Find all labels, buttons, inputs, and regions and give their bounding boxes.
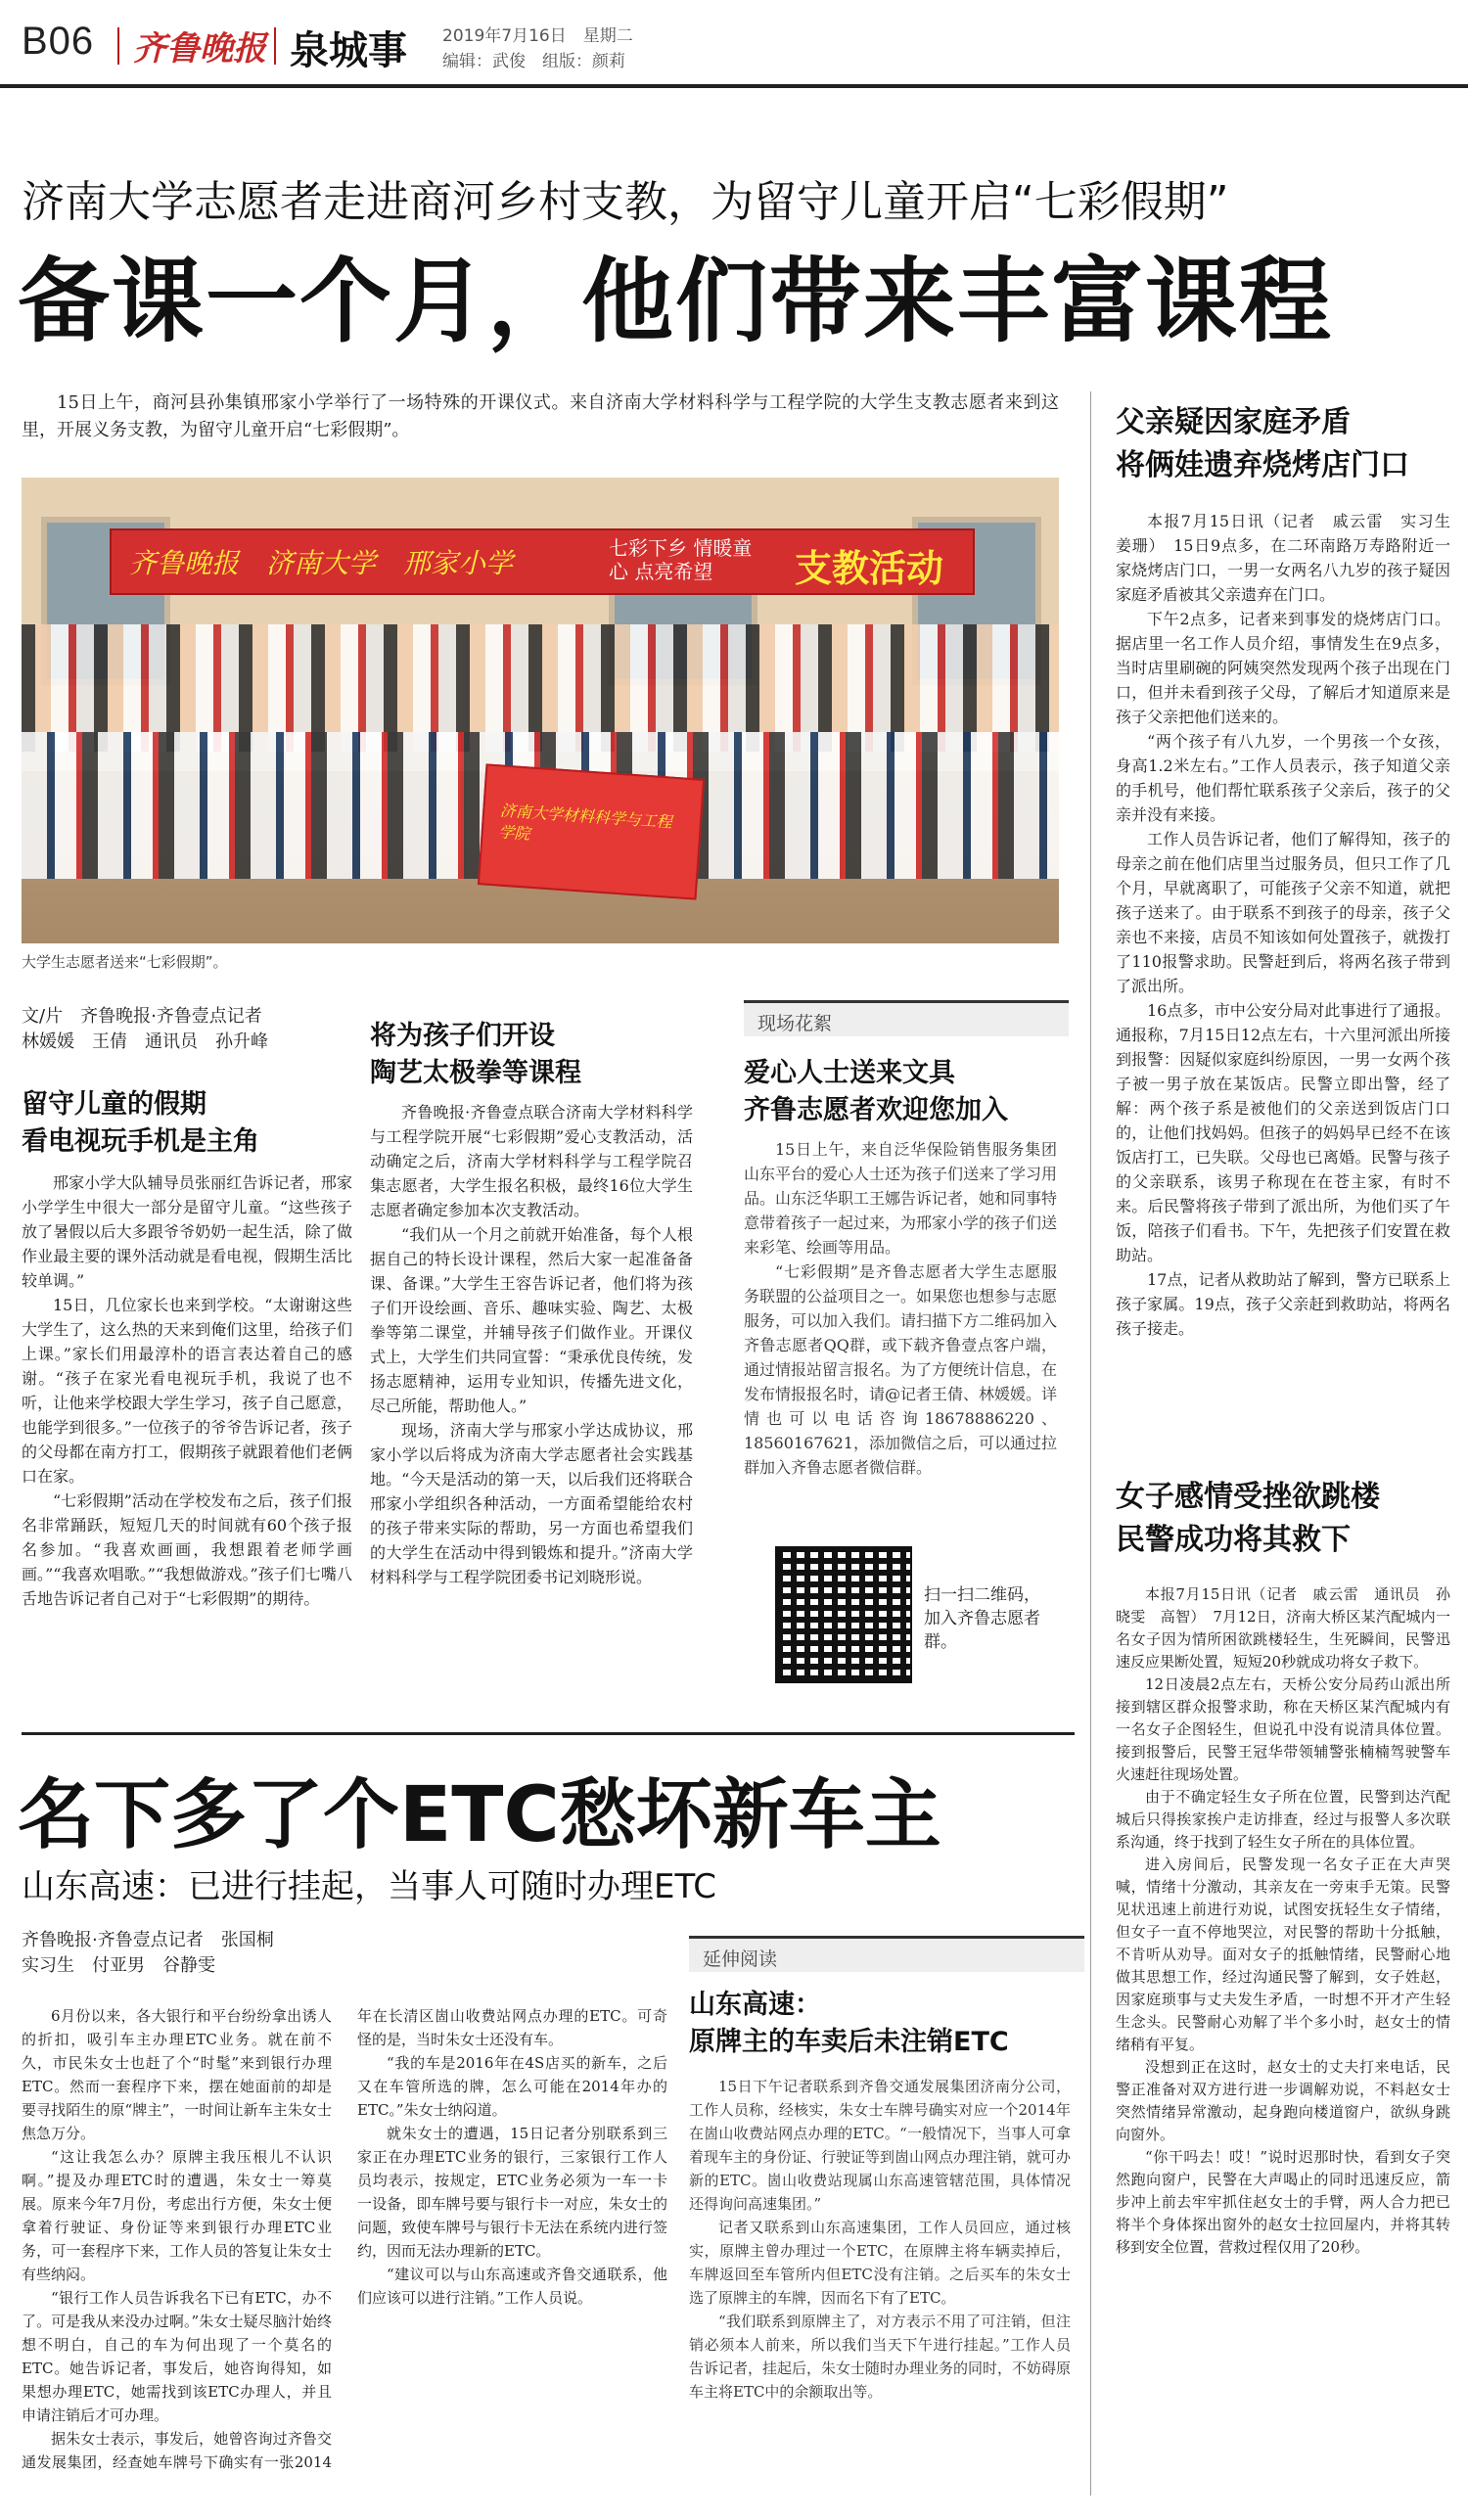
sidebar-para-2: “七彩假期”是齐鲁志愿者大学生志愿服务联盟的公益项目之一。如果您也想参与志愿服务，可以加入我们。请扫描下方二维码加入齐鲁志愿者QQ群，或下载齐鲁壹点客户端，通过情报站留言报名。为了方便统计信息，在发布情报报名时，请@记者王倩、林媛媛。详情也可以电话咨询18678886220、18560167621，添加微信之后，可以通过拉群加入齐鲁志愿者微信群。 (744, 1262, 1058, 1477)
etc-para-1: 6月份以来，各大银行和平台纷纷拿出诱人的折扣，吸引车主办理ETC业务。就在前不久，市民朱女士也赶了个“时髦”来到银行办理ETC。然而一套程序下来，摆在她面前的却是要寻找陌生的原“牌主”，一时间让新车主朱女士焦急万分。 (22, 2007, 332, 2142)
banner-left-text: 齐鲁晚报 济南大学 邢家小学 (129, 547, 514, 579)
lead-intro (22, 389, 1059, 444)
sidebar-body (744, 1137, 1057, 1480)
right2-title-line1: 女子感情受挫欲跳楼 (1116, 1480, 1380, 1514)
sub1-para-2: 15日，几位家长也来到学校。“太谢谢这些大学生了，这么热的天来到俺们这里，给孩子们上课。”家长们用最淳朴的语言表达着自己的感谢。“孩子在家光看电视玩手机，我说了也不听，让他来学校跟大学生学习，孩子自己愿意，也能学到很多。”一位孩子的爷爷告诉记者，孩子的父母都在南方打工，假期孩子就跟着他们老俩口在家。 (22, 1296, 352, 1486)
sub2-body (370, 1100, 693, 1589)
etc-para-7: “建议可以与山东高速或齐鲁交通联系，他们应该可以进行注销。”工作人员说。 (357, 2266, 667, 2307)
qr-note: 扫一扫二维码，加入齐鲁志愿者群。 (924, 1585, 1040, 1652)
masthead (0, 0, 1468, 78)
sub1-body (22, 1170, 352, 1611)
sub2-title-line2: 陶艺太极拳等课程 (370, 1058, 581, 1088)
right1-para-4: 工作人员告诉记者，他们了解得知，孩子的母亲之前在他们店里当过服务员，但只工作了几个月，早就离职了，可能孩子父亲不知道，就把孩子送来了。由于联系不到孩子的母亲，孩子父亲也不来接，店员不知该如何处置孩子，就拨打了110报警求助。民警赶到后，将两名孩子带到了派出所。 (1116, 830, 1450, 995)
right2-para-1: 本报7月15日讯（记者 戚云雷 通讯员 孙晓雯 高智） 7月12日，济南大桥区某汽配城内一名女子因为情所困欲跳楼轻生，生死瞬间，民警迅速反应果断处置，短短20秒就成功将女子救下。 (1116, 1585, 1450, 1671)
etc-para-4: 据朱女士表示，事发后，她曾咨询过齐鲁交通发展集团，经查她车牌号下确实有一张2014年在长清区崮山收费站网点办理的ETC。可奇怪的是，当时朱女士还没有车。 (22, 2007, 667, 2471)
etc-sidebar-para-1: 15日下午记者联系到齐鲁交通发展集团济南分公司，工作人员称，经核实，朱女士车牌号确实对应一个2014年在崮山收费站网点办理的ETC。“一般情况下，当事人可拿着现车主的身份证、行驶证等到崮山网点办理注销，就可办新的ETC。崮山收费站现属山东高速管辖范围，具体情况还得询问高速集团。” (689, 2078, 1072, 2213)
etc-para-5: “我的车是2016年在4S店买的新车，之后又在车管所选的牌，怎么可能在2014年办的ETC。”朱女士纳闷道。 (357, 2054, 667, 2119)
right1-para-1: 本报7月15日讯（记者 戚云雷 实习生 姜珊） 15日9点多，在二环南路万寿路附近一家烧烤店门口，一男一女两名八九岁的孩子疑因家庭矛盾被其父亲遗弃在门口。 (1116, 512, 1467, 604)
sidebar-tag-scene: 现场花絮 (744, 1000, 1069, 1036)
right1-para-5: 16点多，市中公安分局对此事进行了通报。通报称，7月15日12点左右，十六里河派出所接到报警：因疑似家庭纠纷原因，一男一女两个孩子被一男子放在某饭店。民警立即出警，经了解：两个孩子系是被他们的父亲送到饭店门口的，让他们找妈妈。但孩子的妈妈早已经不在该饭店打工，已失联。父母也已离婚。民警与孩子的父亲联系，该男子称现在在苍主家，有时不来。后民警将孩子带到了派出所，为他们买了午饭，陪孩子们看书。下午，先把孩子们安置在救助站。 (1116, 1001, 1450, 1264)
sidebar-para-1: 15日上午，来自泛华保险销售服务集团山东平台的爱心人士还为孩子们送来了学习用品。山东泛华职工王娜告诉记者，她和同事特意带着孩子一起过来，为邢家小学的孩子们送来彩笔、绘画等用品。 (744, 1140, 1058, 1257)
page-number: B06 (22, 20, 95, 63)
etc-para-2: “这让我怎么办？原牌主我压根儿不认识啊。”提及办理ETC时的遭遇，朱女士一筹莫展。原来今年7月份，考虑出行方便，朱女士便拿着行驶证、身份证等来到银行办理ETC业务，可一套程序下来，工作人员的答复让朱女士有些纳闷。 (22, 2148, 332, 2283)
sub2-para-2: “我们从一个月之前就开始准备，每个人根据自己的特长设计课程，然后大家一起准备备课、备课。”大学生王容告诉记者，他们将为孩子们开设绘画、音乐、趣味实验、陶艺、太极拳等第二课堂，并辅导孩子们做作业。开课仪式上，大学生们共同宣誓：“秉承优良传统，发扬志愿精神，运用专业知识，传播先进文化，尽己所能，帮助他人。” (370, 1225, 693, 1415)
lead-headline: 备课一个月，他们带来丰富课程 (18, 249, 1334, 355)
right1-para-2: 下午2点多，记者来到事发的烧烤店门口。据店里一名工作人员介绍，事情发生在9点多，当时店里刷碗的阿姨突然发现两个孩子出现在门口，但并未看到孩子父母，了解后才知道原来是孩子父亲把他们送来的。 (1116, 610, 1450, 726)
masthead-divider-2 (274, 27, 276, 65)
sub1-para-1: 邢家小学大队辅导员张丽红告诉记者，邢家小学学生中很大一部分是留守儿童。“这些孩子放了暑假以后大多跟爷爷奶奶一起生活，除了做作业最主要的课外活动就是看电视，假期生活比较单调。” (22, 1173, 352, 1290)
photo-caption: 大学生志愿者送来“七彩假期”。 (22, 953, 228, 971)
right2-para-3: 由于不确定轻生女子所在位置，民警到达汽配城后只得挨家挨户走访排查，经过与报警人多次联系沟通，终于找到了轻生女子所在的具体位置。 (1116, 1788, 1450, 1851)
lead-photo (22, 478, 1059, 943)
right1-title-line1: 父亲疑因家庭矛盾 (1116, 405, 1351, 439)
sub1-title-line2: 看电视玩手机是主角 (22, 1126, 259, 1157)
masthead-divider (117, 27, 119, 65)
etc-sidebar-para-3: “我们联系到原牌主了，对方表示不用了可注销，但注销必须本人前来，所以我们当天下午进行挂起。”工作人员告诉记者，挂起后，朱女士随时办理业务的同时，不妨碍原车主将ETC中的余额取出等。 (689, 2313, 1072, 2401)
etc-sidebar-title-line2: 原牌主的车卖后未注销ETC (689, 2027, 1009, 2057)
sub2-para-3: 现场，济南大学与邢家小学达成协议，邢家小学以后将成为济南大学志愿者社会实践基地。“今天是活动的第一天，以后我们还将联合邢家小学组织各种活动，一方面希望能给农村的孩子带来实际的帮助，另一方面也希望我们的大学生在活动中得到锻炼和提升。”济南大学材料科学与工程学院团委书记刘晓形说。 (370, 1421, 693, 1586)
sub1-para-3: “七彩假期”活动在学校发布之后，孩子们报名非常踊跃，短短几天的时间就有60个孩子报名参加。“我喜欢画画，我想跟着老师学画画。”“我喜欢唱歌。”“我想做游戏。”孩子们七嘴八舌地告诉记者自己对于“七彩假期”的期待。 (22, 1491, 352, 1608)
lead-intro-text: 15日上午，商河县孙集镇邢家小学举行了一场特殊的开课仪式。来自济南大学材料科学与工程学院的大学生支教志愿者来到这里，开展义务支教，为留守儿童开启“七彩假期”。 (22, 392, 1059, 440)
lead-byline: 文/片 齐鲁晚报·齐鲁壹点记者 林媛媛 王倩 通讯员 孙升峰 (22, 1006, 268, 1052)
right1-para-3: “两个孩子有八九岁，一个男孩一个女孩，身高1.2米左右。”工作人员表示，孩子知道父亲的手机号，他们帮忙联系孩子父亲后，孩子的父亲并没有来接。 (1116, 732, 1450, 824)
etc-sidebar-title-line1: 山东高速： (689, 1990, 821, 2020)
section-name: 泉城事 (290, 28, 407, 73)
column-rule (1090, 391, 1091, 2496)
right2-title-line2: 民警成功将其救下 (1116, 1523, 1351, 1557)
etc-para-6: 就朱女士的遭遇，15日记者分别联系到三家正在办理ETC业务的银行，三家银行工作人员均表示，按规定，ETC业务必须为一车一卡一设备，即车牌号要与银行卡一对应，朱女士的问题，致使车牌号与银行卡无法在系统内进行签约，因而无法办理新的ETC。 (357, 2125, 667, 2260)
right1-title-line2: 将俩娃遗弃烧烤店门口 (1116, 448, 1409, 482)
etc-sidebar-body (689, 2075, 1071, 2404)
qr-code[interactable] (775, 1546, 912, 1683)
banner-right-text: 七彩下乡 情暖童心 点亮希望 (609, 536, 753, 583)
masthead-rule (0, 84, 1468, 88)
etc-sidebar-title (689, 1987, 1071, 2061)
flag-text: 济南大学材料科学与工程学院 (497, 801, 673, 844)
etc-headline: 名下多了个ETC愁坏新车主 (18, 1771, 941, 1859)
right1-para-6: 17点，记者从救助站了解到，警方已联系上孩子家属。19点，孩子父亲赶到救助站，将两名孩子接走。 (1116, 1270, 1450, 1338)
right1-body (1116, 509, 1467, 1341)
sub2-title (370, 1018, 703, 1092)
sub2-para-1: 齐鲁晚报·齐鲁壹点联合济南大学材料科学与工程学院开展“七彩假期”爱心支教活动，活动确定之后，济南大学材料科学与工程学院召集志愿者，大学生报名积极，最终16位大学生志愿者确定参加本次支教活动。 (370, 1103, 693, 1219)
etc-top-rule (22, 1732, 1075, 1735)
sub2-title-line1: 将为孩子们开设 (370, 1021, 555, 1051)
sub1-title-line1: 留守儿童的假期 (22, 1089, 206, 1120)
right2-para-4: 进入房间后，民警发现一名女子正在大声哭喊，情绪十分激动，其亲友在一旁束手无策。民警见状迅速上前进行劝说，试图安抚轻生女子情绪，但女子一直不停地哭泣，对民警的帮助十分抵触，不肯听从劝导。面对女子的抵触情绪，民警耐心地做其思想工作，经过沟通民警了解到，女子姓赵，因家庭琐事与丈夫发生矛盾，一时想不开才产生轻生念头。民警耐心劝解了半个多小时，赵女士的情绪稍有平复。 (1116, 1856, 1450, 2053)
sidebar-title-line2: 齐鲁志愿者欢迎您加入 (744, 1095, 1008, 1125)
lead-kicker: 济南大学志愿者走进商河乡村支教，为留守儿童开启“七彩假期” (22, 177, 1229, 227)
editors: 编辑：武俊 组版：颜莉 (442, 52, 625, 71)
right2-para-2: 12日凌晨2点左右，天桥公安分局药山派出所接到辖区群众报警求助，称在天桥区某汽配城内有一名女子企图轻生，但说孔中没有说清具体位置。接到报警后，民警王冠华带领辅警张楠楠驾驶警车火速赶往现场处置。 (1116, 1675, 1450, 1783)
etc-sidebar-para-2: 记者又联系到山东高速集团，工作人员回应，通过核实，原牌主曾办理过一个ETC，在原牌主将车辆卖掉后，车牌返回至车管所内但ETC没有注销。之后买车的朱女士选了原牌主的车牌，因而名下有了ETC。 (689, 2219, 1071, 2307)
sidebar-title (744, 1055, 1067, 1129)
sidebar-tag-extended: 延伸阅读 (689, 1936, 1084, 1972)
issue-date: 2019年7月16日 星期二 (442, 26, 633, 46)
etc-para-3: “银行工作人员告诉我名下已有ETC，办不了。可是我从来没办过啊。”朱女士疑尽脑汁始终想不明白，自己的车为何出现了一个莫名的ETC。她告诉记者，事发后，她咨询得知，如果想办理ETC，她需找到该ETC办理人，并且申请注销后才可办理。 (22, 2289, 332, 2424)
paper-logo: 齐鲁晚报 (133, 29, 266, 69)
etc-body (22, 2004, 667, 2503)
right2-para-5: 没想到正在这时，赵女士的丈夫打来电话，民警正准备对双方进行进一步调解劝说，不料赵女士突然情绪异常激动，起身跑向楼道窗户，欲纵身跳向窗外。 (1116, 2058, 1450, 2143)
sidebar-title-line1: 爱心人士送来文具 (744, 1058, 955, 1088)
right2-body (1116, 1583, 1450, 2259)
etc-subhead: 山东高速：已进行挂起，当事人可随时办理ETC (22, 1867, 716, 1906)
sub1-title (22, 1086, 354, 1161)
right2-title (1116, 1476, 1458, 1562)
banner-big-text: 支教活动 (795, 547, 944, 590)
right2-para-6: “你干吗去！哎！”说时迟那时快，看到女子突然跑向窗户，民警在大声喝止的同时迅速反应，箭步冲上前去牢牢抓住赵女士的手臂，两人合力把已将半个身体探出窗外的赵女士拉回屋内，并将其转移到安全位置，营救过程仅用了20秒。 (1116, 2148, 1450, 2256)
etc-byline: 齐鲁晚报·齐鲁壹点记者 张国桐 实习生 付亚男 谷静雯 (22, 1930, 274, 1976)
right1-title (1116, 401, 1458, 487)
